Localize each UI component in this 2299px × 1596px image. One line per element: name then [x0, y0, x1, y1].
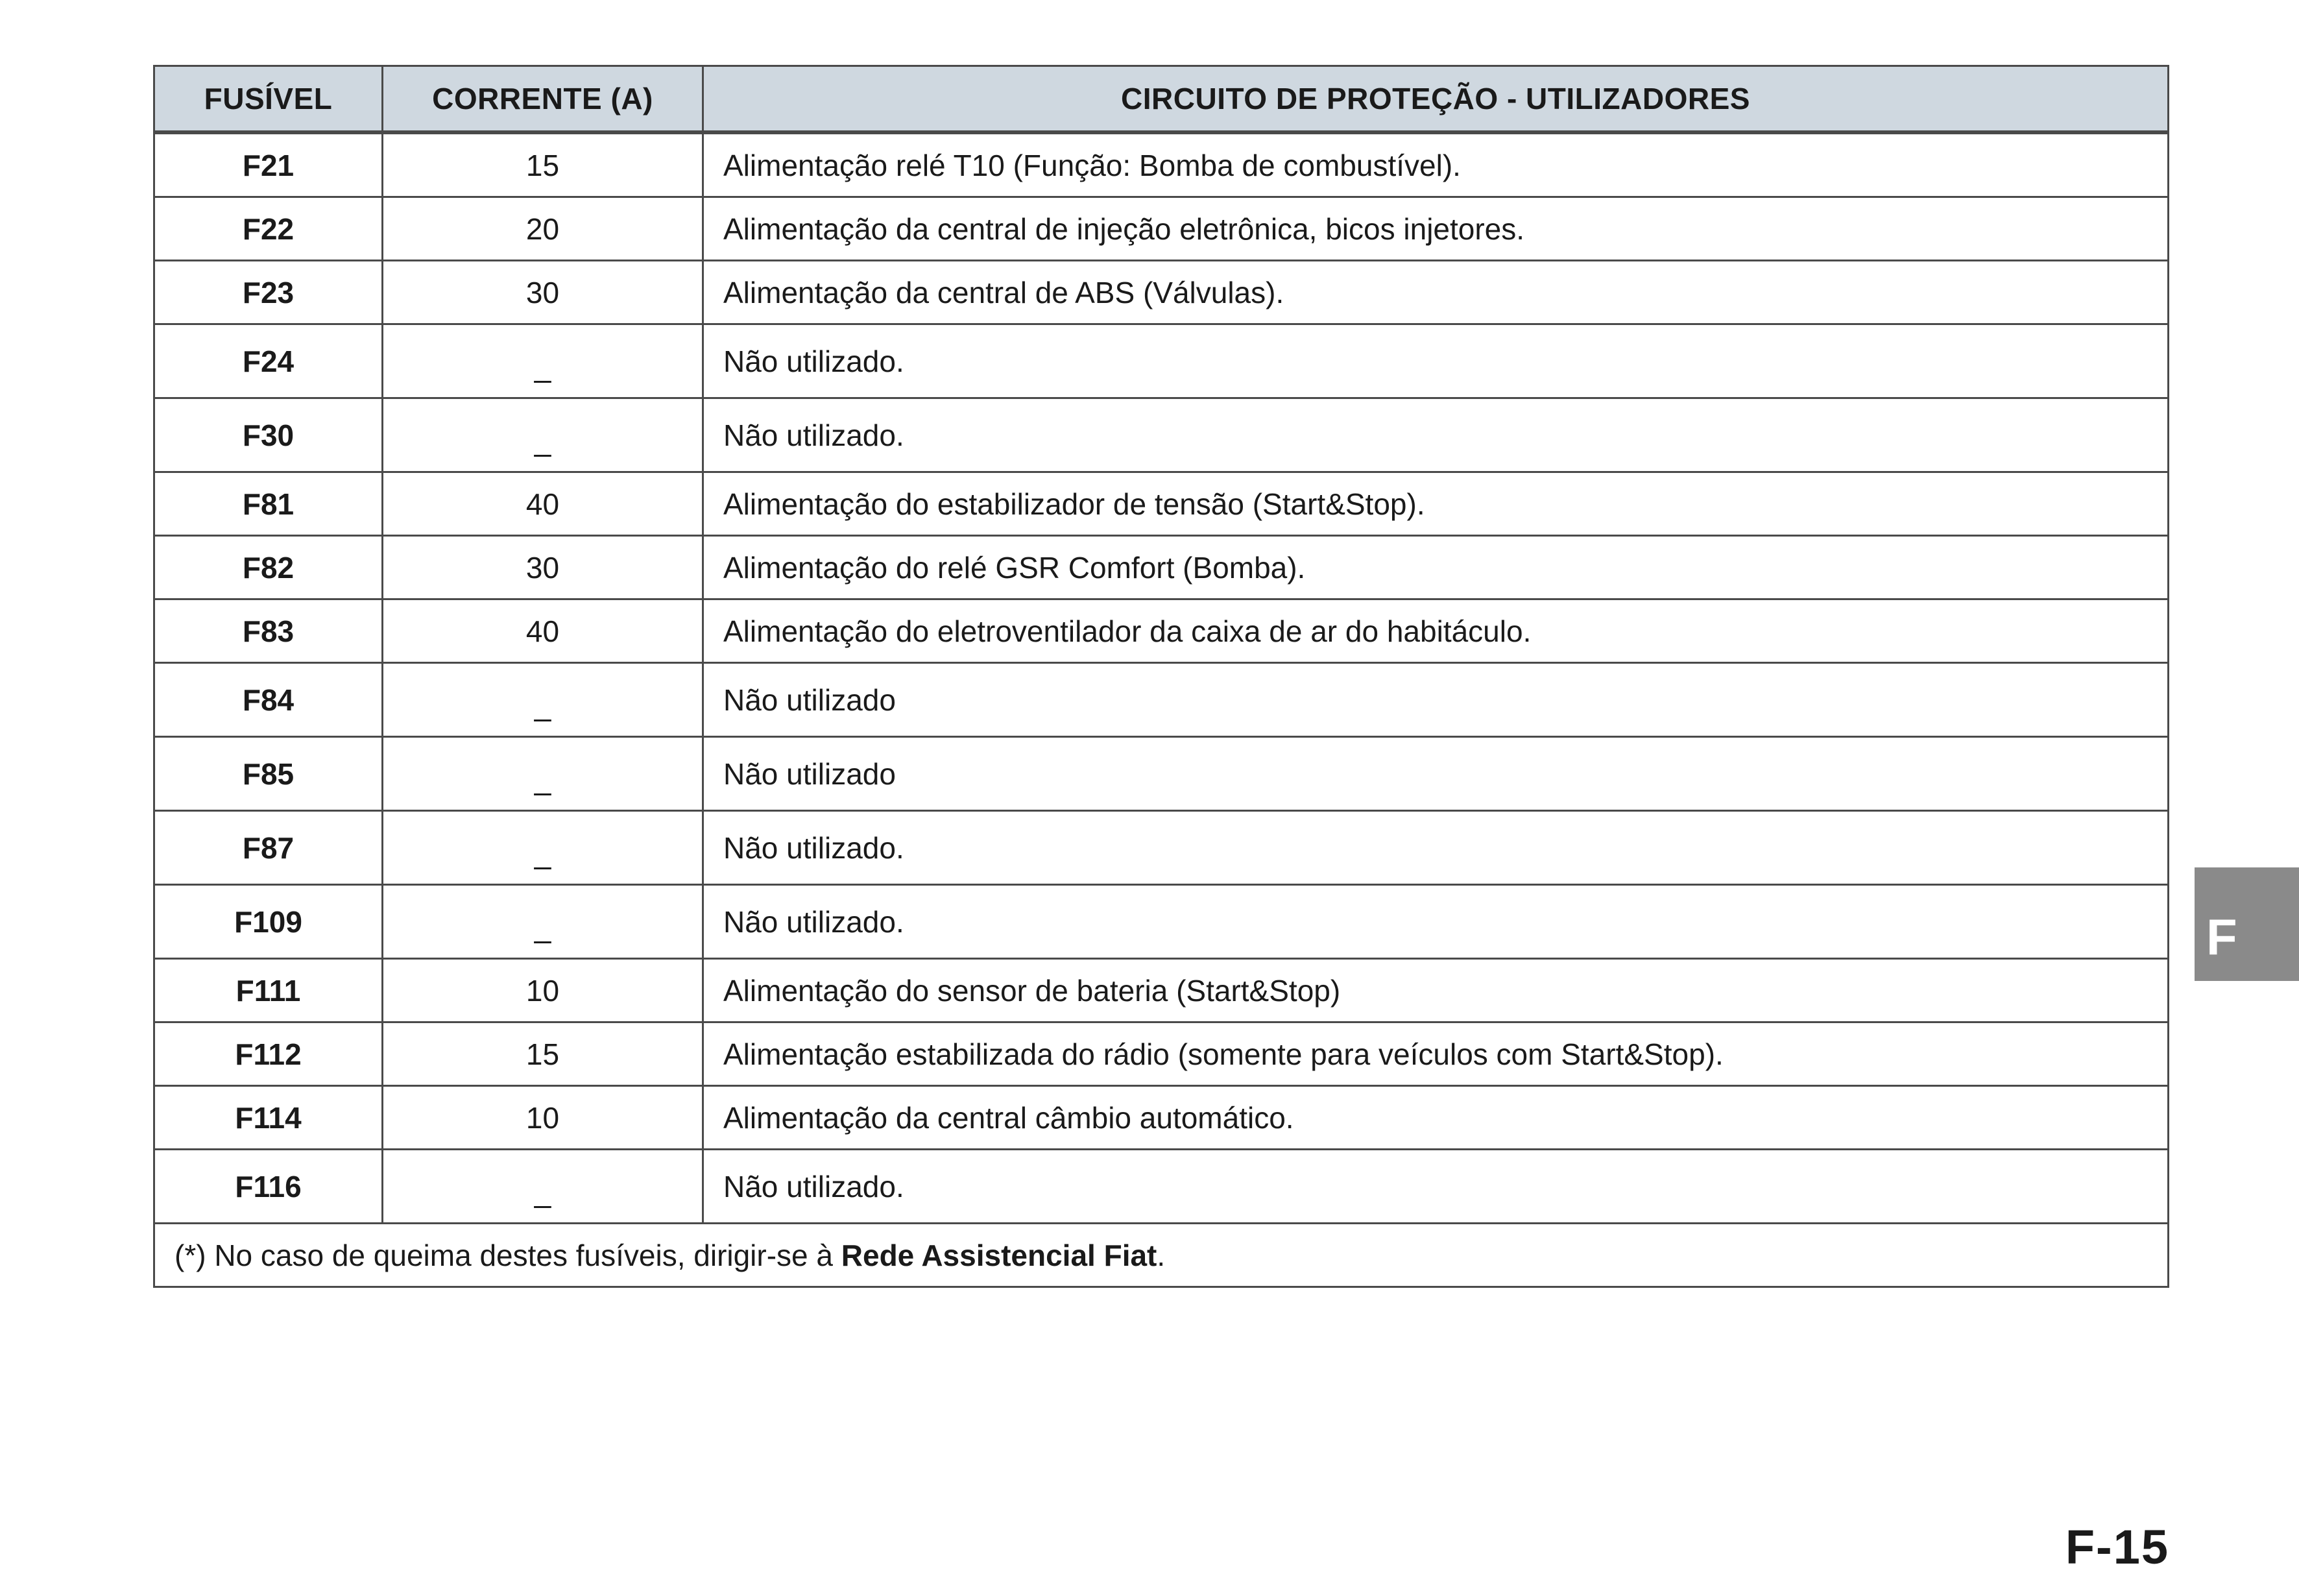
- current-cell: _: [383, 663, 703, 737]
- table-row: [154, 132, 2169, 197]
- current-cell: 30: [383, 261, 703, 324]
- current-cell: 15: [383, 132, 703, 197]
- fuse-id-cell: F24: [154, 324, 383, 398]
- current-cell: _: [383, 1150, 703, 1224]
- footnote-suffix: .: [1157, 1238, 1166, 1272]
- current-cell: 40: [383, 472, 703, 536]
- fuse-id-cell: F85: [154, 737, 383, 811]
- table-row: [154, 811, 2169, 885]
- current-cell: _: [383, 811, 703, 885]
- fuse-id-cell: F116: [154, 1150, 383, 1224]
- table-row: [154, 261, 2169, 324]
- circuit-description-cell: Alimentação da central câmbio automático.: [703, 1086, 2169, 1150]
- fuse-id-cell: F109: [154, 885, 383, 959]
- current-cell: _: [383, 737, 703, 811]
- section-tab: [2195, 867, 2299, 981]
- table-row: [154, 536, 2169, 599]
- fuse-id-cell: F81: [154, 472, 383, 536]
- fuse-id-cell: F21: [154, 132, 383, 197]
- current-cell: _: [383, 398, 703, 472]
- table-row: [154, 472, 2169, 536]
- current-cell: 40: [383, 599, 703, 663]
- footnote-emphasis: Rede Assistencial Fiat: [841, 1238, 1157, 1272]
- table-row: [154, 324, 2169, 398]
- fuse-id-cell: F84: [154, 663, 383, 737]
- table-row: [154, 197, 2169, 261]
- current-cell: 20: [383, 197, 703, 261]
- table-row: [154, 1150, 2169, 1224]
- table-row: [154, 737, 2169, 811]
- header-current: CORRENTE (A): [383, 66, 703, 133]
- circuit-description-cell: Não utilizado.: [703, 398, 2169, 472]
- circuit-description-cell: Alimentação relé T10 (Função: Bomba de combustível).: [703, 132, 2169, 197]
- table-row: [154, 885, 2169, 959]
- fuse-id-cell: F23: [154, 261, 383, 324]
- table-header-row: [154, 66, 2169, 133]
- section-tab-letter: F: [2206, 908, 2237, 965]
- fuse-id-cell: F114: [154, 1086, 383, 1150]
- fuse-id-cell: F87: [154, 811, 383, 885]
- circuit-description-cell: Não utilizado.: [703, 885, 2169, 959]
- circuit-description-cell: Alimentação do estabilizador de tensão (Start&Stop).: [703, 472, 2169, 536]
- table-row: [154, 1022, 2169, 1086]
- circuit-description-cell: Não utilizado: [703, 663, 2169, 737]
- fuse-id-cell: F83: [154, 599, 383, 663]
- fuse-id-cell: F82: [154, 536, 383, 599]
- page-number: F-15: [2065, 1520, 2169, 1574]
- table-row: [154, 959, 2169, 1022]
- fuse-id-cell: F22: [154, 197, 383, 261]
- current-cell: _: [383, 885, 703, 959]
- table-row: [154, 398, 2169, 472]
- table-row: [154, 599, 2169, 663]
- circuit-description-cell: Alimentação do relé GSR Comfort (Bomba).: [703, 536, 2169, 599]
- circuit-description-cell: Alimentação estabilizada do rádio (somente para veículos com Start&Stop).: [703, 1022, 2169, 1086]
- circuit-description-cell: Não utilizado.: [703, 324, 2169, 398]
- current-cell: 15: [383, 1022, 703, 1086]
- circuit-description-cell: Alimentação do eletroventilador da caixa de ar do habitáculo.: [703, 599, 2169, 663]
- fuse-id-cell: F111: [154, 959, 383, 1022]
- circuit-description-cell: Não utilizado.: [703, 811, 2169, 885]
- current-cell: 10: [383, 1086, 703, 1150]
- fuse-id-cell: F112: [154, 1022, 383, 1086]
- circuit-description-cell: Alimentação do sensor de bateria (Start&Stop): [703, 959, 2169, 1022]
- table-row: [154, 663, 2169, 737]
- current-cell: 10: [383, 959, 703, 1022]
- header-circuit: CIRCUITO DE PROTEÇÃO - UTILIZADORES: [703, 66, 2169, 133]
- circuit-description-cell: Alimentação da central de ABS (Válvulas).: [703, 261, 2169, 324]
- note-row: [154, 1224, 2169, 1287]
- footnote-prefix: (*) No caso de queima destes fusíveis, dirigir-se à: [175, 1238, 841, 1272]
- circuit-description-cell: Alimentação da central de injeção eletrônica, bicos injetores.: [703, 197, 2169, 261]
- circuit-description-cell: Não utilizado: [703, 737, 2169, 811]
- footnote: [154, 1224, 2169, 1287]
- table-row: [154, 1086, 2169, 1150]
- table-body: [154, 132, 2169, 1224]
- current-cell: 30: [383, 536, 703, 599]
- current-cell: _: [383, 324, 703, 398]
- fuse-id-cell: F30: [154, 398, 383, 472]
- fuse-table: [153, 65, 2169, 1288]
- header-fuse: FUSÍVEL: [154, 66, 383, 133]
- circuit-description-cell: Não utilizado.: [703, 1150, 2169, 1224]
